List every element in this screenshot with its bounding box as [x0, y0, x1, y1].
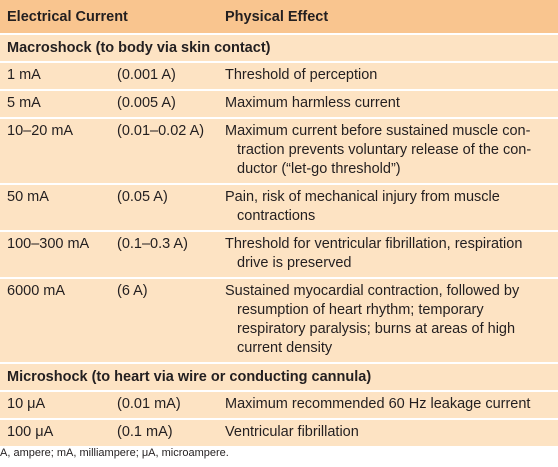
effect-cell	[222, 419, 558, 447]
effect-text: Threshold of perception	[225, 67, 378, 83]
amps-cell: (0.1 mA)	[110, 419, 222, 447]
current-cell: 5 mA	[0, 90, 110, 118]
effect-text: Pain, risk of mechanical injury from muscle contractions	[225, 189, 500, 224]
table-row	[0, 118, 558, 184]
table-row	[0, 62, 558, 90]
effect-text: Maximum current before sustained muscle con-traction prevents voluntary release of the con-ductor (“let-go threshold”)	[225, 123, 532, 177]
amps-cell: (6 A)	[110, 278, 222, 363]
effect-cell	[222, 391, 558, 419]
amps-cell: (0.005 A)	[110, 90, 222, 118]
header-row	[0, 0, 558, 34]
amps-cell: (0.1–0.3 A)	[110, 231, 222, 278]
section-row-microshock	[0, 363, 558, 391]
amps-cell: (0.05 A)	[110, 184, 222, 231]
table-footnote: A, ampere; mA, milliampere; μA, microampere.	[0, 447, 229, 459]
current-cell: 100 μA	[0, 419, 110, 447]
effect-cell	[222, 62, 558, 90]
table-row	[0, 391, 558, 419]
effect-cell	[222, 278, 558, 363]
table-row	[0, 419, 558, 447]
current-cell: 10 μA	[0, 391, 110, 419]
effect-text: Maximum harmless current	[225, 95, 400, 111]
current-cell: 100–300 mA	[0, 231, 110, 278]
table-row	[0, 90, 558, 118]
effect-cell	[222, 184, 558, 231]
effect-cell	[222, 118, 558, 184]
effect-text: Maximum recommended 60 Hz leakage current	[225, 396, 531, 412]
current-cell: 50 mA	[0, 184, 110, 231]
amps-cell: (0.001 A)	[110, 62, 222, 90]
current-cell: 1 mA	[0, 62, 110, 90]
section-title: Macroshock (to body via skin contact)	[0, 34, 558, 62]
header-electrical-current: Electrical Current	[0, 0, 222, 34]
header-physical-effect: Physical Effect	[222, 0, 558, 34]
table-row	[0, 231, 558, 278]
effect-text: Ventricular fibrillation	[225, 424, 359, 440]
effect-cell	[222, 90, 558, 118]
table-row	[0, 278, 558, 363]
effect-text: Threshold for ventricular fibrillation, respiration drive is preserved	[225, 236, 523, 271]
amps-cell: (0.01–0.02 A)	[110, 118, 222, 184]
amps-cell: (0.01 mA)	[110, 391, 222, 419]
current-cell: 10–20 mA	[0, 118, 110, 184]
section-title: Microshock (to heart via wire or conducting cannula)	[0, 363, 558, 391]
current-cell: 6000 mA	[0, 278, 110, 363]
table-row	[0, 184, 558, 231]
effect-cell	[222, 231, 558, 278]
effect-text: Sustained myocardial contraction, followed by resumption of heart rhythm; temporary respiratory paralysis; burns at areas of high current density	[225, 283, 520, 356]
section-row-macroshock	[0, 34, 558, 62]
